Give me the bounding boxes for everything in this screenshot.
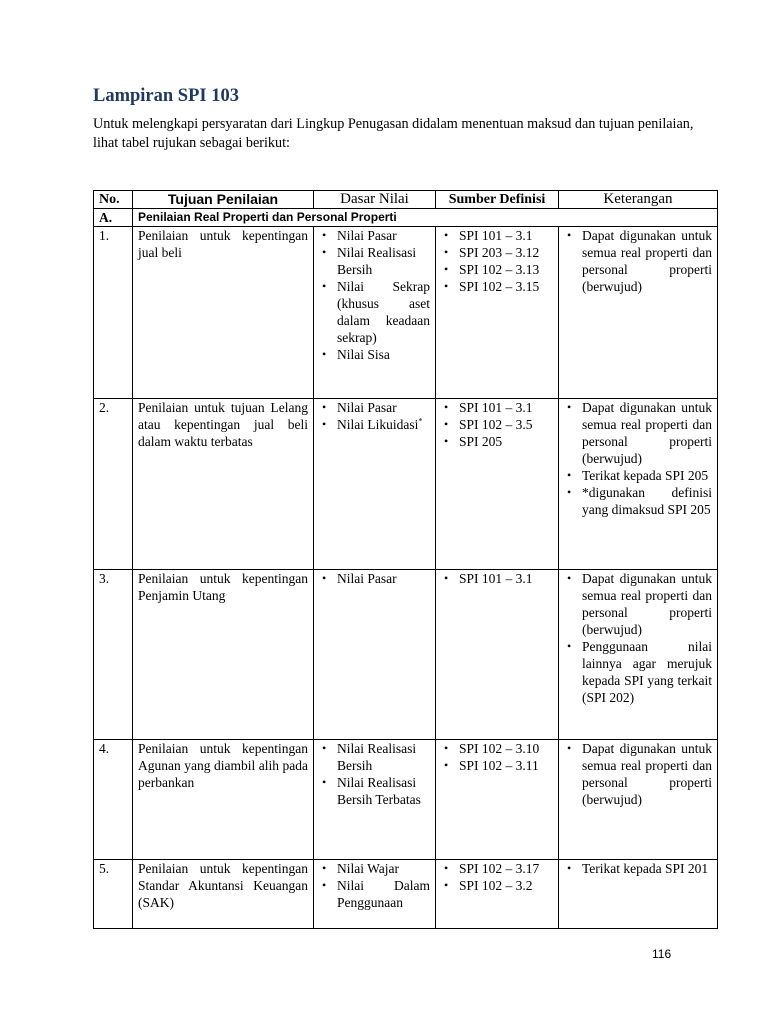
- list-item: • Nilai Realisasi Bersih Terbatas: [337, 774, 430, 808]
- row-basis: [314, 399, 436, 570]
- header-dasar-nilai: Dasar Nilai: [314, 191, 436, 209]
- page-heading: Lampiran SPI 103: [93, 86, 239, 106]
- list-item: • Nilai Dalam Penggunaan: [337, 877, 430, 911]
- row-no: 3.: [94, 570, 133, 740]
- list-item: • Dapat digunakan untuk semua real properti dan personal properti (berwujud): [582, 399, 712, 467]
- header-sumber-definisi: Sumber Definisi: [436, 191, 559, 209]
- table-header-row: [94, 191, 718, 209]
- row-basis: [314, 740, 436, 860]
- row-purpose: Penilaian untuk kepentingan Agunan yang diambil alih pada perbankan: [133, 740, 314, 860]
- row-basis: [314, 860, 436, 929]
- list-item: • Nilai Sekrap (khusus aset dalam keadaan sekrap): [337, 278, 430, 346]
- row-purpose: Penilaian untuk kepentingan Standar Akuntansi Keuangan (SAK): [133, 860, 314, 929]
- list-item: • SPI 102 – 3.13: [459, 261, 553, 278]
- list-item: • SPI 102 – 3.2: [459, 877, 553, 894]
- table-row: [94, 399, 718, 570]
- row-notes: [559, 860, 718, 929]
- list-item: • Dapat digunakan untuk semua real properti dan personal properti (berwujud): [582, 227, 712, 295]
- list-item: • Nilai Sisa: [337, 346, 430, 363]
- table-row: [94, 570, 718, 740]
- row-notes: [559, 227, 718, 399]
- basis-label: Nilai Likuidasi: [337, 417, 419, 432]
- list-item: • Nilai Pasar: [337, 399, 430, 416]
- row-sources: [436, 570, 559, 740]
- list-item: • SPI 102 – 3.5: [459, 416, 553, 433]
- list-item: • Nilai Pasar: [337, 570, 430, 587]
- page-number: 116: [652, 947, 672, 961]
- row-sources: [436, 860, 559, 929]
- section-row: [94, 209, 718, 227]
- list-item: • Nilai Realisasi Bersih: [337, 740, 430, 774]
- row-no: 4.: [94, 740, 133, 860]
- list-item: • Nilai Pasar: [337, 227, 430, 244]
- header-tujuan-penilaian: Tujuan Penilaian: [133, 191, 314, 209]
- row-basis: [314, 570, 436, 740]
- list-item: [337, 416, 430, 433]
- footnote-mark: *: [418, 416, 423, 426]
- row-no: 1.: [94, 227, 133, 399]
- list-item: • *digunakan definisi yang dimaksud SPI 205: [582, 484, 712, 518]
- list-item: • SPI 102 – 3.11: [459, 757, 553, 774]
- row-purpose: Penilaian untuk kepentingan jual beli: [133, 227, 314, 399]
- list-item: • SPI 101 – 3.1: [459, 570, 553, 587]
- list-item: • SPI 101 – 3.1: [459, 399, 553, 416]
- row-notes: [559, 570, 718, 740]
- header-no: No.: [94, 191, 133, 209]
- list-item: • Terikat kepada SPI 205: [582, 467, 712, 484]
- list-item: • Penggunaan nilai lainnya agar merujuk kepada SPI yang terkait (SPI 202): [582, 638, 712, 706]
- list-item: • Dapat digunakan untuk semua real properti dan personal properti (berwujud): [582, 570, 712, 638]
- header-keterangan: Keterangan: [559, 191, 718, 209]
- reference-table: [93, 190, 718, 929]
- row-no: 5.: [94, 860, 133, 929]
- list-item: • Dapat digunakan untuk semua real properti dan personal properti (berwujud): [582, 740, 712, 808]
- list-item: • SPI 102 – 3.17: [459, 860, 553, 877]
- row-sources: [436, 399, 559, 570]
- row-notes: [559, 399, 718, 570]
- list-item: • SPI 101 – 3.1: [459, 227, 553, 244]
- section-no: A.: [94, 209, 133, 227]
- intro-paragraph: Untuk melengkapi persyaratan dari Lingkup Penugasan didalam menentuan maksud dan tujuan penilaian, lihat tabel rujukan sebagai berikut:: [93, 116, 694, 151]
- row-purpose: Penilaian untuk kepentingan Penjamin Utang: [133, 570, 314, 740]
- list-item: • SPI 102 – 3.10: [459, 740, 553, 757]
- list-item: • SPI 203 – 3.12: [459, 244, 553, 261]
- row-basis: [314, 227, 436, 399]
- row-notes: [559, 740, 718, 860]
- section-title: Penilaian Real Properti dan Personal Properti: [133, 209, 718, 227]
- row-purpose: Penilaian untuk tujuan Lelang atau kepentingan jual beli dalam waktu terbatas: [133, 399, 314, 570]
- list-item: • Terikat kepada SPI 201: [582, 860, 712, 877]
- row-sources: [436, 227, 559, 399]
- row-no: 2.: [94, 399, 133, 570]
- list-item: • SPI 102 – 3.15: [459, 278, 553, 295]
- list-item: • Nilai Realisasi Bersih: [337, 244, 430, 278]
- table-row: [94, 740, 718, 860]
- table-row: [94, 860, 718, 929]
- list-item: • SPI 205: [459, 433, 553, 450]
- table-row: [94, 227, 718, 399]
- row-sources: [436, 740, 559, 860]
- list-item: • Nilai Wajar: [337, 860, 430, 877]
